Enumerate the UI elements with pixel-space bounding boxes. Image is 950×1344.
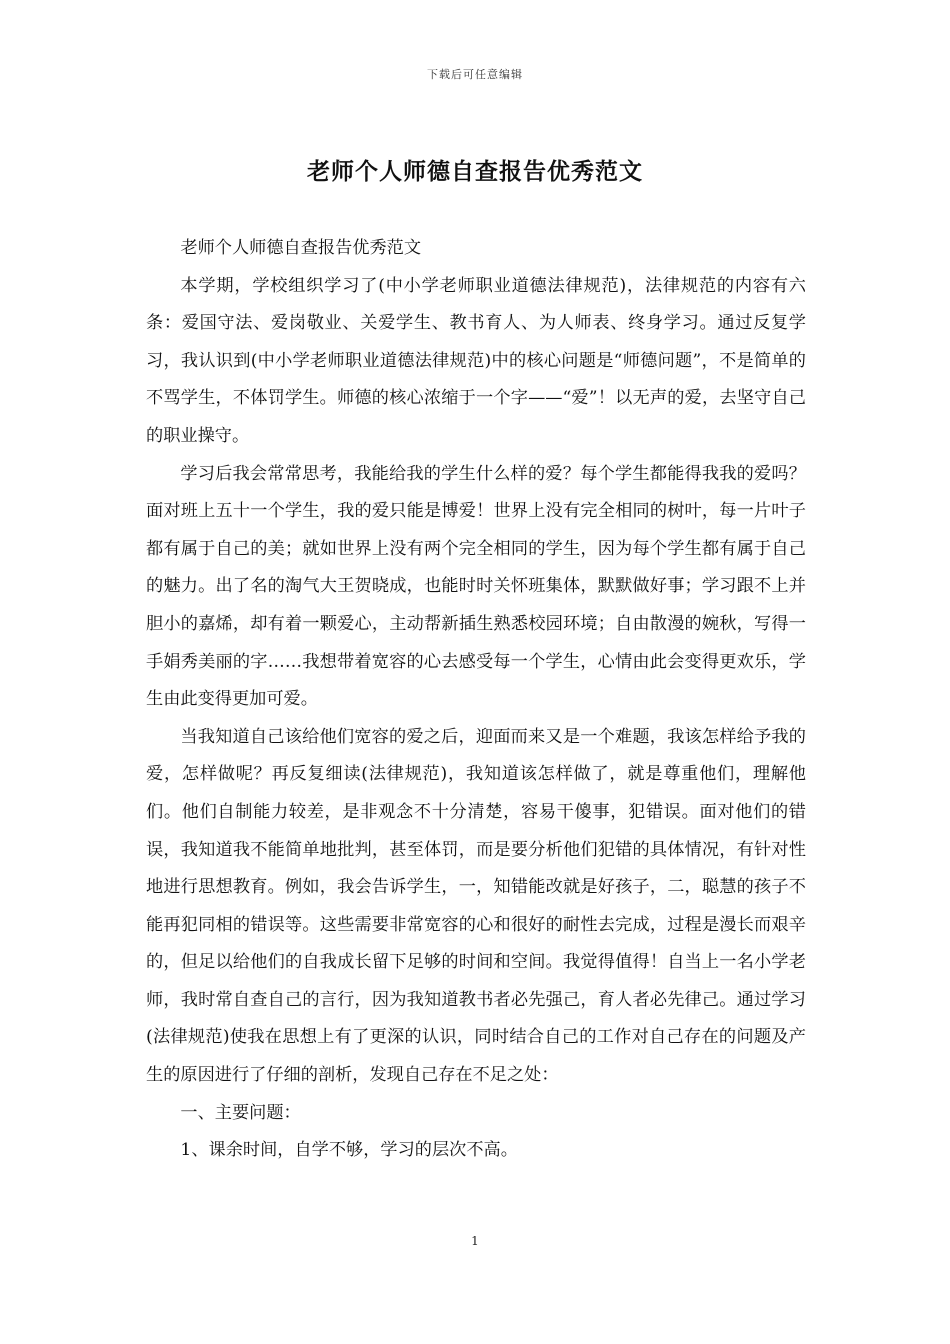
section-heading: 一、主要问题： <box>180 1102 301 1123</box>
page-number: 1 <box>471 1234 479 1248</box>
page-header: 下载后可任意编辑 <box>427 68 523 81</box>
paragraph: 学习后我会常常思考，我能给我的学生什么样的爱？每个学生都能得我我的爱吗？面对班上五十一个学生，我的爱只能是博爱！世界上没有完全相同的树叶，每一片叶子都有属于自己的美；就如世界上没有两个完全相同的学生，因为每个学生都有属于自己的魅力。出了名的淘气大王贺晓成，也能时时关怀班集体，默默做好事；学习跟不上并胆小的嘉烯，却有着一颗爱心，主动帮新插生熟悉校园环境；自由散漫的婉秋，写得一手娟秀美丽的字……我想带着宽容的心去感受每一个学生，心情由此会变得更欢乐，学生由此变得更加可爱。 <box>146 463 806 710</box>
paragraph: 当我知道自己该给他们宽容的爱之后，迎面而来又是一个难题，我该怎样给予我的爱，怎样做呢？再反复细读(法律规范)，我知道该怎样做了，就是尊重他们，理解他们。他们自制能力较差，是非观念不十分清楚，容易干傻事，犯错误。面对他们的错误，我知道我不能简单地批判，甚至体罚，而是要分析他们犯错的具体情况，有针对性地进行思想教育。例如，我会告诉学生，一，知错能改就是好孩子，二，聪慧的孩子不能再犯同相的错误等。这些需要非常宽容的心和很好的耐性去完成，过程是漫长而艰辛的，但足以给他们的自我成长留下足够的时间和空间。我觉得值得！自当上一名小学老师，我时常自查自己的言行，因为我知道教书者必先强己，育人者必先律己。通过学习(法律规范)使我在思想上有了更深的认识，同时结合自己的工作对自己存在的问题及产生的原因进行了仔细的剖析，发现自己存在不足之处： <box>146 726 806 1086</box>
document-body <box>146 230 806 1170</box>
paragraph: 本学期，学校组织学习了(中小学老师职业道德法律规范)，法律规范的内容有六条：爱国守法、爱岗敬业、关爱学生、教书育人、为人师表、终身学习。通过反复学习，我认识到(中小学老师职业道德法律规范)中的核心问题是“师德问题”，不是简单的不骂学生，不体罚学生。师德的核心浓缩于一个字——“爱”！以无声的爱，去坚守自己的职业操守。 <box>146 275 806 446</box>
document-title: 老师个人师德自查报告优秀范文 <box>307 158 643 185</box>
paragraph-subtitle: 老师个人师德自查报告优秀范文 <box>180 238 422 258</box>
list-item: 1、课余时间，自学不够，学习的层次不高。 <box>180 1140 518 1161</box>
